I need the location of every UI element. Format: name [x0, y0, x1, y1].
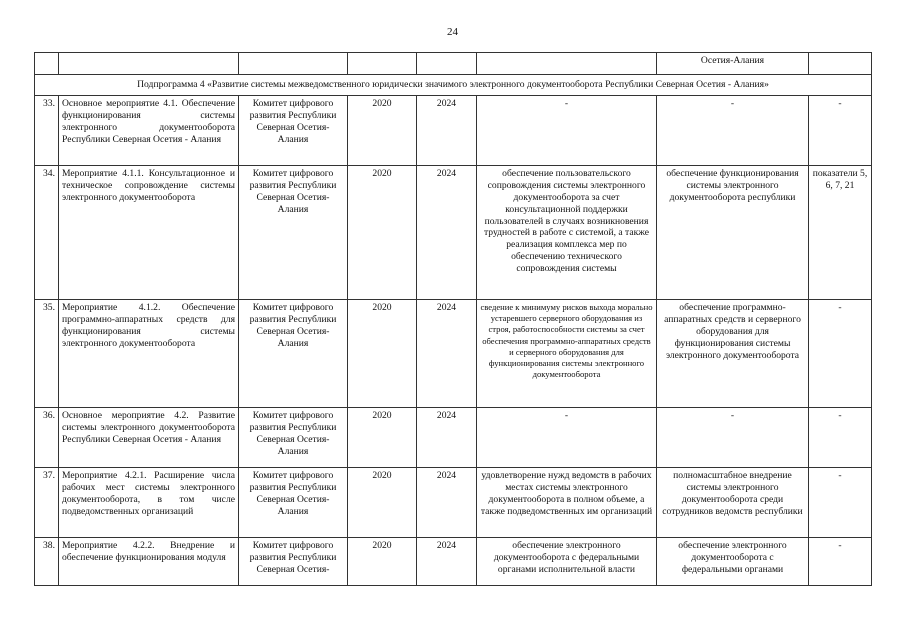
consequences: полномасштабное внедрение системы электронного документооборота среди сотрудников ведомств республики: [657, 467, 809, 537]
expected-result: сведение к минимуму рисков выхода морально устаревшего серверного оборудования из строя, работоспособности системы за счет обеспечения программно-аппаратных средств и серверного оборудования для функционирования системы электронного документооборота: [477, 299, 657, 407]
start-year: 2020: [348, 537, 417, 585]
row-number: 35.: [35, 299, 59, 407]
header-cell: [35, 53, 59, 75]
row-number: 37.: [35, 467, 59, 537]
end-year: 2024: [417, 537, 477, 585]
executor: Комитет цифрового развития Республики Северная Осетия-Алания: [239, 467, 348, 537]
consequences: обеспечение программно-аппаратных средств и серверного оборудования для функционирования системы электронного документооборота: [657, 299, 809, 407]
continuation-header-row: [35, 53, 872, 75]
program-table: [34, 52, 872, 586]
header-cell: [239, 53, 348, 75]
table-row: [35, 407, 872, 467]
start-year: 2020: [348, 467, 417, 537]
measure-name: Мероприятие 4.2.2. Внедрение и обеспечение функционирования модуля: [59, 537, 239, 585]
header-cell-region: Осетия-Алания: [657, 53, 809, 75]
end-year: 2024: [417, 95, 477, 165]
indicators: показатели 5, 6, 7, 21: [809, 165, 872, 299]
start-year: 2020: [348, 165, 417, 299]
table-row: [35, 299, 872, 407]
table-row: [35, 537, 872, 585]
consequences: обеспечение электронного документооборота с федеральными органами: [657, 537, 809, 585]
indicators: -: [809, 467, 872, 537]
row-number: 36.: [35, 407, 59, 467]
expected-result: -: [477, 95, 657, 165]
executor: Комитет цифрового развития Республики Северная Осетия-: [239, 537, 348, 585]
end-year: 2024: [417, 165, 477, 299]
header-cell: [417, 53, 477, 75]
measure-name: Мероприятие 4.1.2. Обеспечение программно-аппаратных средств для функционирования системы электронного документооборота: [59, 299, 239, 407]
measure-name: Мероприятие 4.2.1. Расширение числа рабочих мест системы электронного документооборота, в том числе подведомственных организаций: [59, 467, 239, 537]
table-row: [35, 165, 872, 299]
measure-name: Основное мероприятие 4.2. Развитие системы электронного документооборота Республики Северная Осетия - Алания: [59, 407, 239, 467]
expected-result: обеспечение электронного документооборота с федеральными органами исполнительной власти: [477, 537, 657, 585]
expected-result: удовлетворение нужд ведомств в рабочих местах системы электронного документооборота в полном объеме, а также подведомственных им организаций: [477, 467, 657, 537]
header-cell: [348, 53, 417, 75]
row-number: 38.: [35, 537, 59, 585]
row-number: 33.: [35, 95, 59, 165]
subprogram-row: [35, 75, 872, 96]
header-cell: [477, 53, 657, 75]
subprogram-title: Подпрограмма 4 «Развитие системы межведомственного юридически значимого электронного документооборота Республики Северная Осетия - Алания»: [35, 75, 872, 96]
end-year: 2024: [417, 467, 477, 537]
expected-result: -: [477, 407, 657, 467]
consequences: -: [657, 95, 809, 165]
start-year: 2020: [348, 299, 417, 407]
indicators: -: [809, 299, 872, 407]
measure-name: Мероприятие 4.1.1. Консультационное и техническое сопровождение системы электронного документооборота: [59, 165, 239, 299]
header-cell: [809, 53, 872, 75]
header-cell: [59, 53, 239, 75]
start-year: 2020: [348, 407, 417, 467]
table-row: [35, 95, 872, 165]
expected-result: обеспечение пользовательского сопровождения системы электронного документооборота за счет консультационной поддержки пользователей в случаях возникновения трудностей в работе с системой, а также реализация комплекса мер по обеспечению технического сопровождения системы: [477, 165, 657, 299]
indicators: -: [809, 95, 872, 165]
table-row: [35, 467, 872, 537]
executor: Комитет цифрового развития Республики Северная Осетия-Алания: [239, 95, 348, 165]
measure-name: Основное мероприятие 4.1. Обеспечение функционирования системы электронного документооборота Республики Северная Осетия - Алания: [59, 95, 239, 165]
start-year: 2020: [348, 95, 417, 165]
indicators: -: [809, 407, 872, 467]
consequences: обеспечение функционирования системы электронного документооборота республики: [657, 165, 809, 299]
indicators: -: [809, 537, 872, 585]
consequences: -: [657, 407, 809, 467]
end-year: 2024: [417, 407, 477, 467]
end-year: 2024: [417, 299, 477, 407]
executor: Комитет цифрового развития Республики Северная Осетия-Алания: [239, 165, 348, 299]
executor: Комитет цифрового развития Республики Северная Осетия-Алания: [239, 299, 348, 407]
row-number: 34.: [35, 165, 59, 299]
executor: Комитет цифрового развития Республики Северная Осетия-Алания: [239, 407, 348, 467]
page-number: 24: [447, 26, 458, 38]
